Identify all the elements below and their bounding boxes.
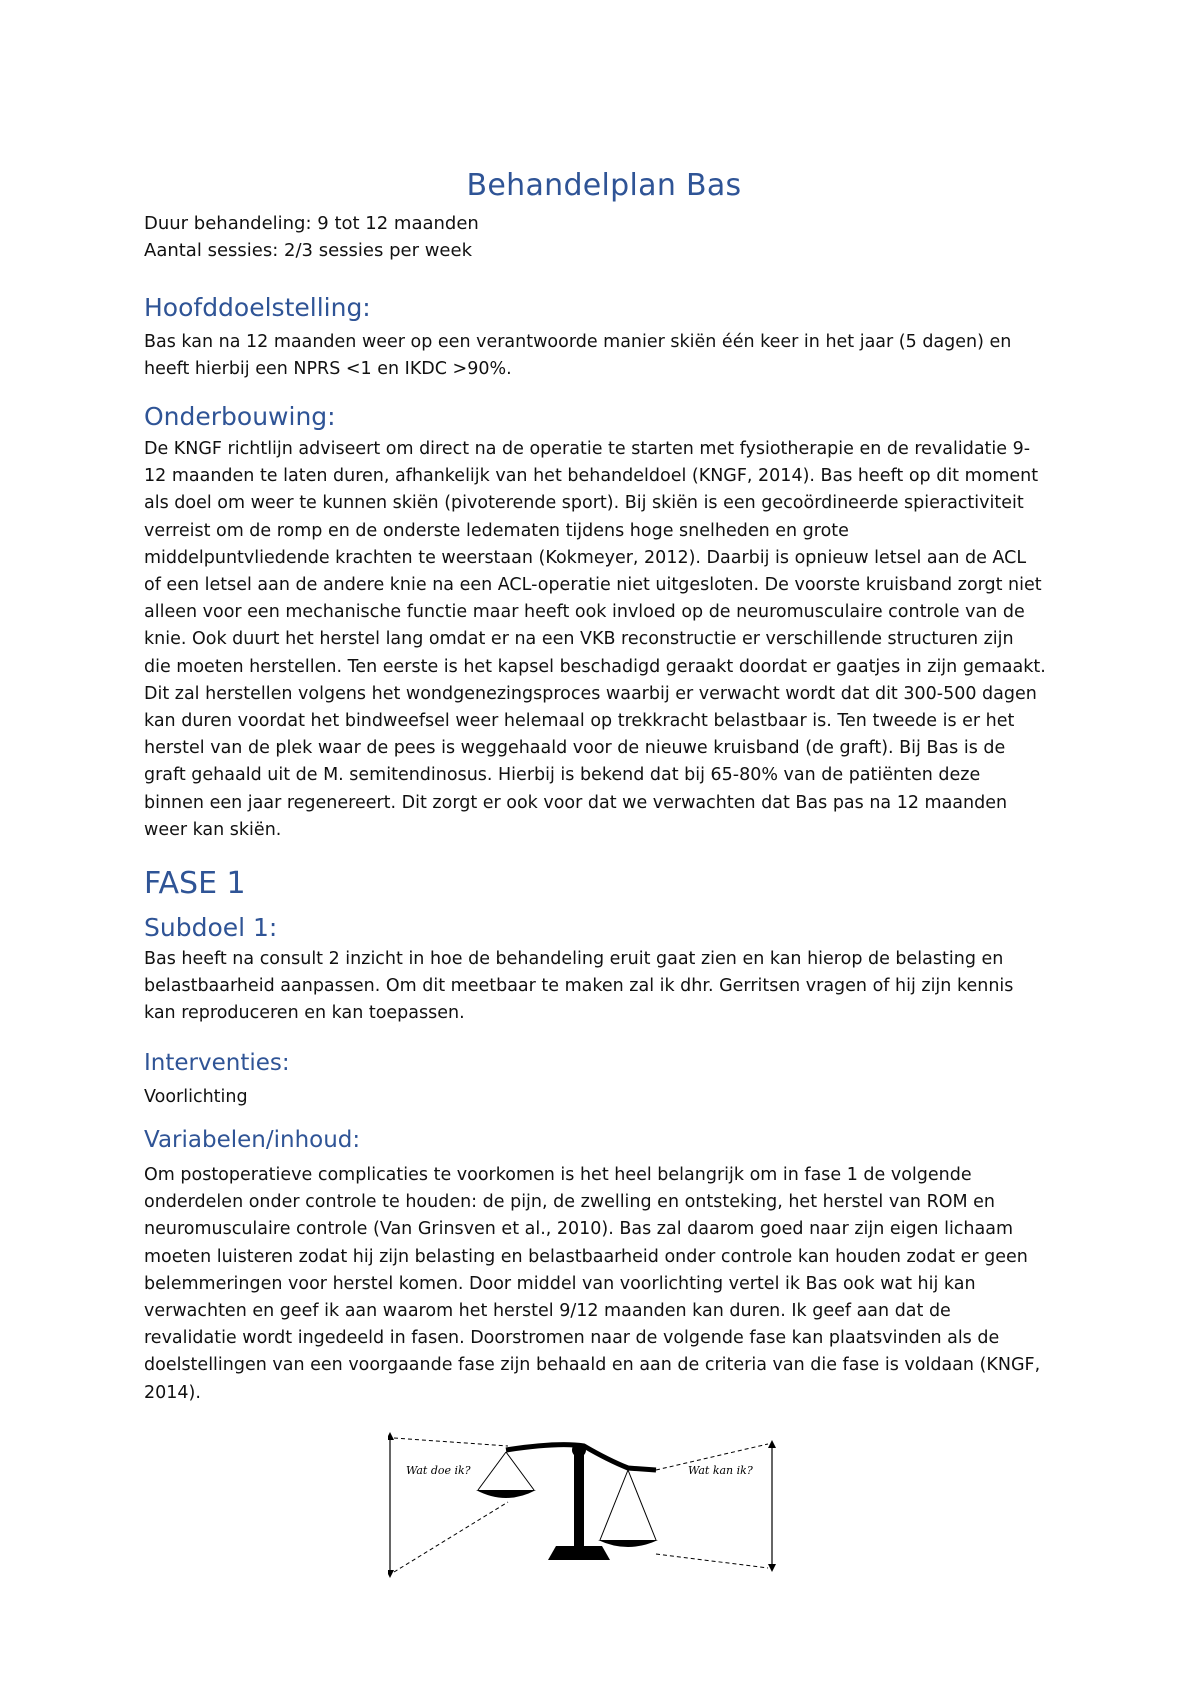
rationale-text [144,436,1062,844]
paragraph-line: Bas heeft na consult 2 inzicht in hoe de behandeling eruit gaat zien en kan hierop de belasting en [144,949,1004,969]
paragraph-line: knie. Ook duurt het herstel lang omdat er na een VKB reconstructie er verschillende structuren zijn [144,629,1014,650]
variables-heading: Variabelen/inhoud: [144,1127,361,1153]
paragraph-line: weer kan skiën. [144,819,282,840]
phase-heading: FASE 1 [144,866,246,901]
paragraph-line: doelstellingen van een voorgaande fase zijn behaald en aan de criteria van die fase is voldaan (KNGF, [144,1355,1041,1376]
left-scale-label: Wat doe ik? [406,1464,471,1477]
paragraph-line: als doel om weer te kunnen skiën (pivoterende sport). Bij skiën is een gecoördineerde spieractiviteit [144,493,1024,514]
paragraph-line: binnen een jaar regenereert. Dit zorgt er ook voor dat we verwachten dat Bas pas na 12 maanden [144,792,1008,813]
paragraph-line: of een letsel aan de andere knie na een ACL-operatie niet uitgesloten. De voorste kruisband zorgt niet [144,575,1042,596]
paragraph-line: Om postoperatieve complicaties te voorkomen is het heel belangrijk om in fase 1 de volgende [144,1165,972,1185]
paragraph-line: 2014). [144,1382,201,1403]
paragraph-line: onderdelen onder controle te houden: de pijn, de zwelling en ontsteking, het herstel van ROM en [144,1192,996,1213]
paragraph-line: verreist om de romp en de onderste ledematen tijdens hoge snelheden en grote [144,520,849,541]
right-scale-label: Wat kan ik? [688,1464,753,1477]
balance-scale-illustration [388,1430,788,1580]
subgoal-heading: Subdoel 1: [144,913,278,942]
document-title: Behandelplan Bas [466,168,742,203]
paragraph-line: De KNGF richtlijn adviseert om direct na de operatie te starten met fysiotherapie en de revalidatie 9- [144,439,1031,459]
session-count: Aantal sessies: 2/3 sessies per week [144,240,472,261]
variables-text [144,1162,1062,1407]
paragraph-line: belastbaarheid aanpassen. Om dit meetbaar te maken zal ik dhr. Gerritsen vragen of hij zijn kennis [144,976,1014,997]
paragraph-line: die moeten herstellen. Ten eerste is het kapsel beschadigd geraakt doordat er gaatjes in zijn gemaakt. [144,656,1046,677]
subgoal-text [144,946,1062,1028]
paragraph-line: kan duren voordat het bindweefsel weer helemaal op trekkracht belastbaar is. Ten tweede is er het [144,711,1015,732]
paragraph-line: heeft hierbij een NPRS <1 en IKDC >90%. [144,359,512,380]
paragraph-line: 12 maanden te laten duren, afhankelijk van het behandeldoel (KNGF, 2014). Bas heeft op dit moment [144,466,1039,487]
rationale-heading: Onderbouwing: [144,402,336,431]
balance-scale-figure [388,1430,788,1580]
main-goal-text [144,329,1062,383]
paragraph-line: moeten luisteren zodat hij zijn belasting en belastbaarheid onder controle kan houden zodat er geen [144,1246,1028,1267]
paragraph-line: kan reproduceren en kan toepassen. [144,1003,465,1024]
paragraph-line: graft gehaald uit de M. semitendinosus. Hierbij is bekend dat bij 65-80% van de patiënten deze [144,765,981,786]
paragraph-line: verwachten en geef ik aan waarom het herstel 9/12 maanden kan duren. Ik geef aan dat de [144,1301,951,1322]
main-goal-heading: Hoofddoelstelling: [144,293,371,322]
treatment-duration: Duur behandeling: 9 tot 12 maanden [144,213,479,234]
paragraph-line: Dit zal herstellen volgens het wondgenezingsproces waarbij er verwacht wordt dat dit 300-500 dagen [144,683,1037,704]
paragraph-line: belemmeringen voor herstel komen. Door middel van voorlichting vertel ik Bas ook wat hij kan [144,1273,976,1294]
paragraph-line: middelpuntvliedende krachten te weerstaan (Kokmeyer, 2012). Daarbij is opnieuw letsel aan de ACL [144,547,1027,568]
paragraph-line: neuromusculaire controle (Van Grinsven et al., 2010). Bas zal daarom goed naar zijn eigen lichaam [144,1219,1014,1240]
paragraph-line: alleen voor een mechanische functie maar heeft ook invloed op de neuromusculaire controle van de [144,602,1025,623]
paragraph-line: Bas kan na 12 maanden weer op een verantwoorde manier skiën één keer in het jaar (5 dagen) en [144,332,1012,352]
interventions-text: Voorlichting [144,1087,248,1107]
paragraph-line: herstel van de plek waar de pees is weggehaald voor de nieuwe kruisband (de graft). Bij Bas is de [144,738,1006,759]
paragraph-line: revalidatie wordt ingedeeld in fasen. Doorstromen naar de volgende fase kan plaatsvinden als de [144,1328,1000,1349]
interventions-heading: Interventies: [144,1050,290,1076]
